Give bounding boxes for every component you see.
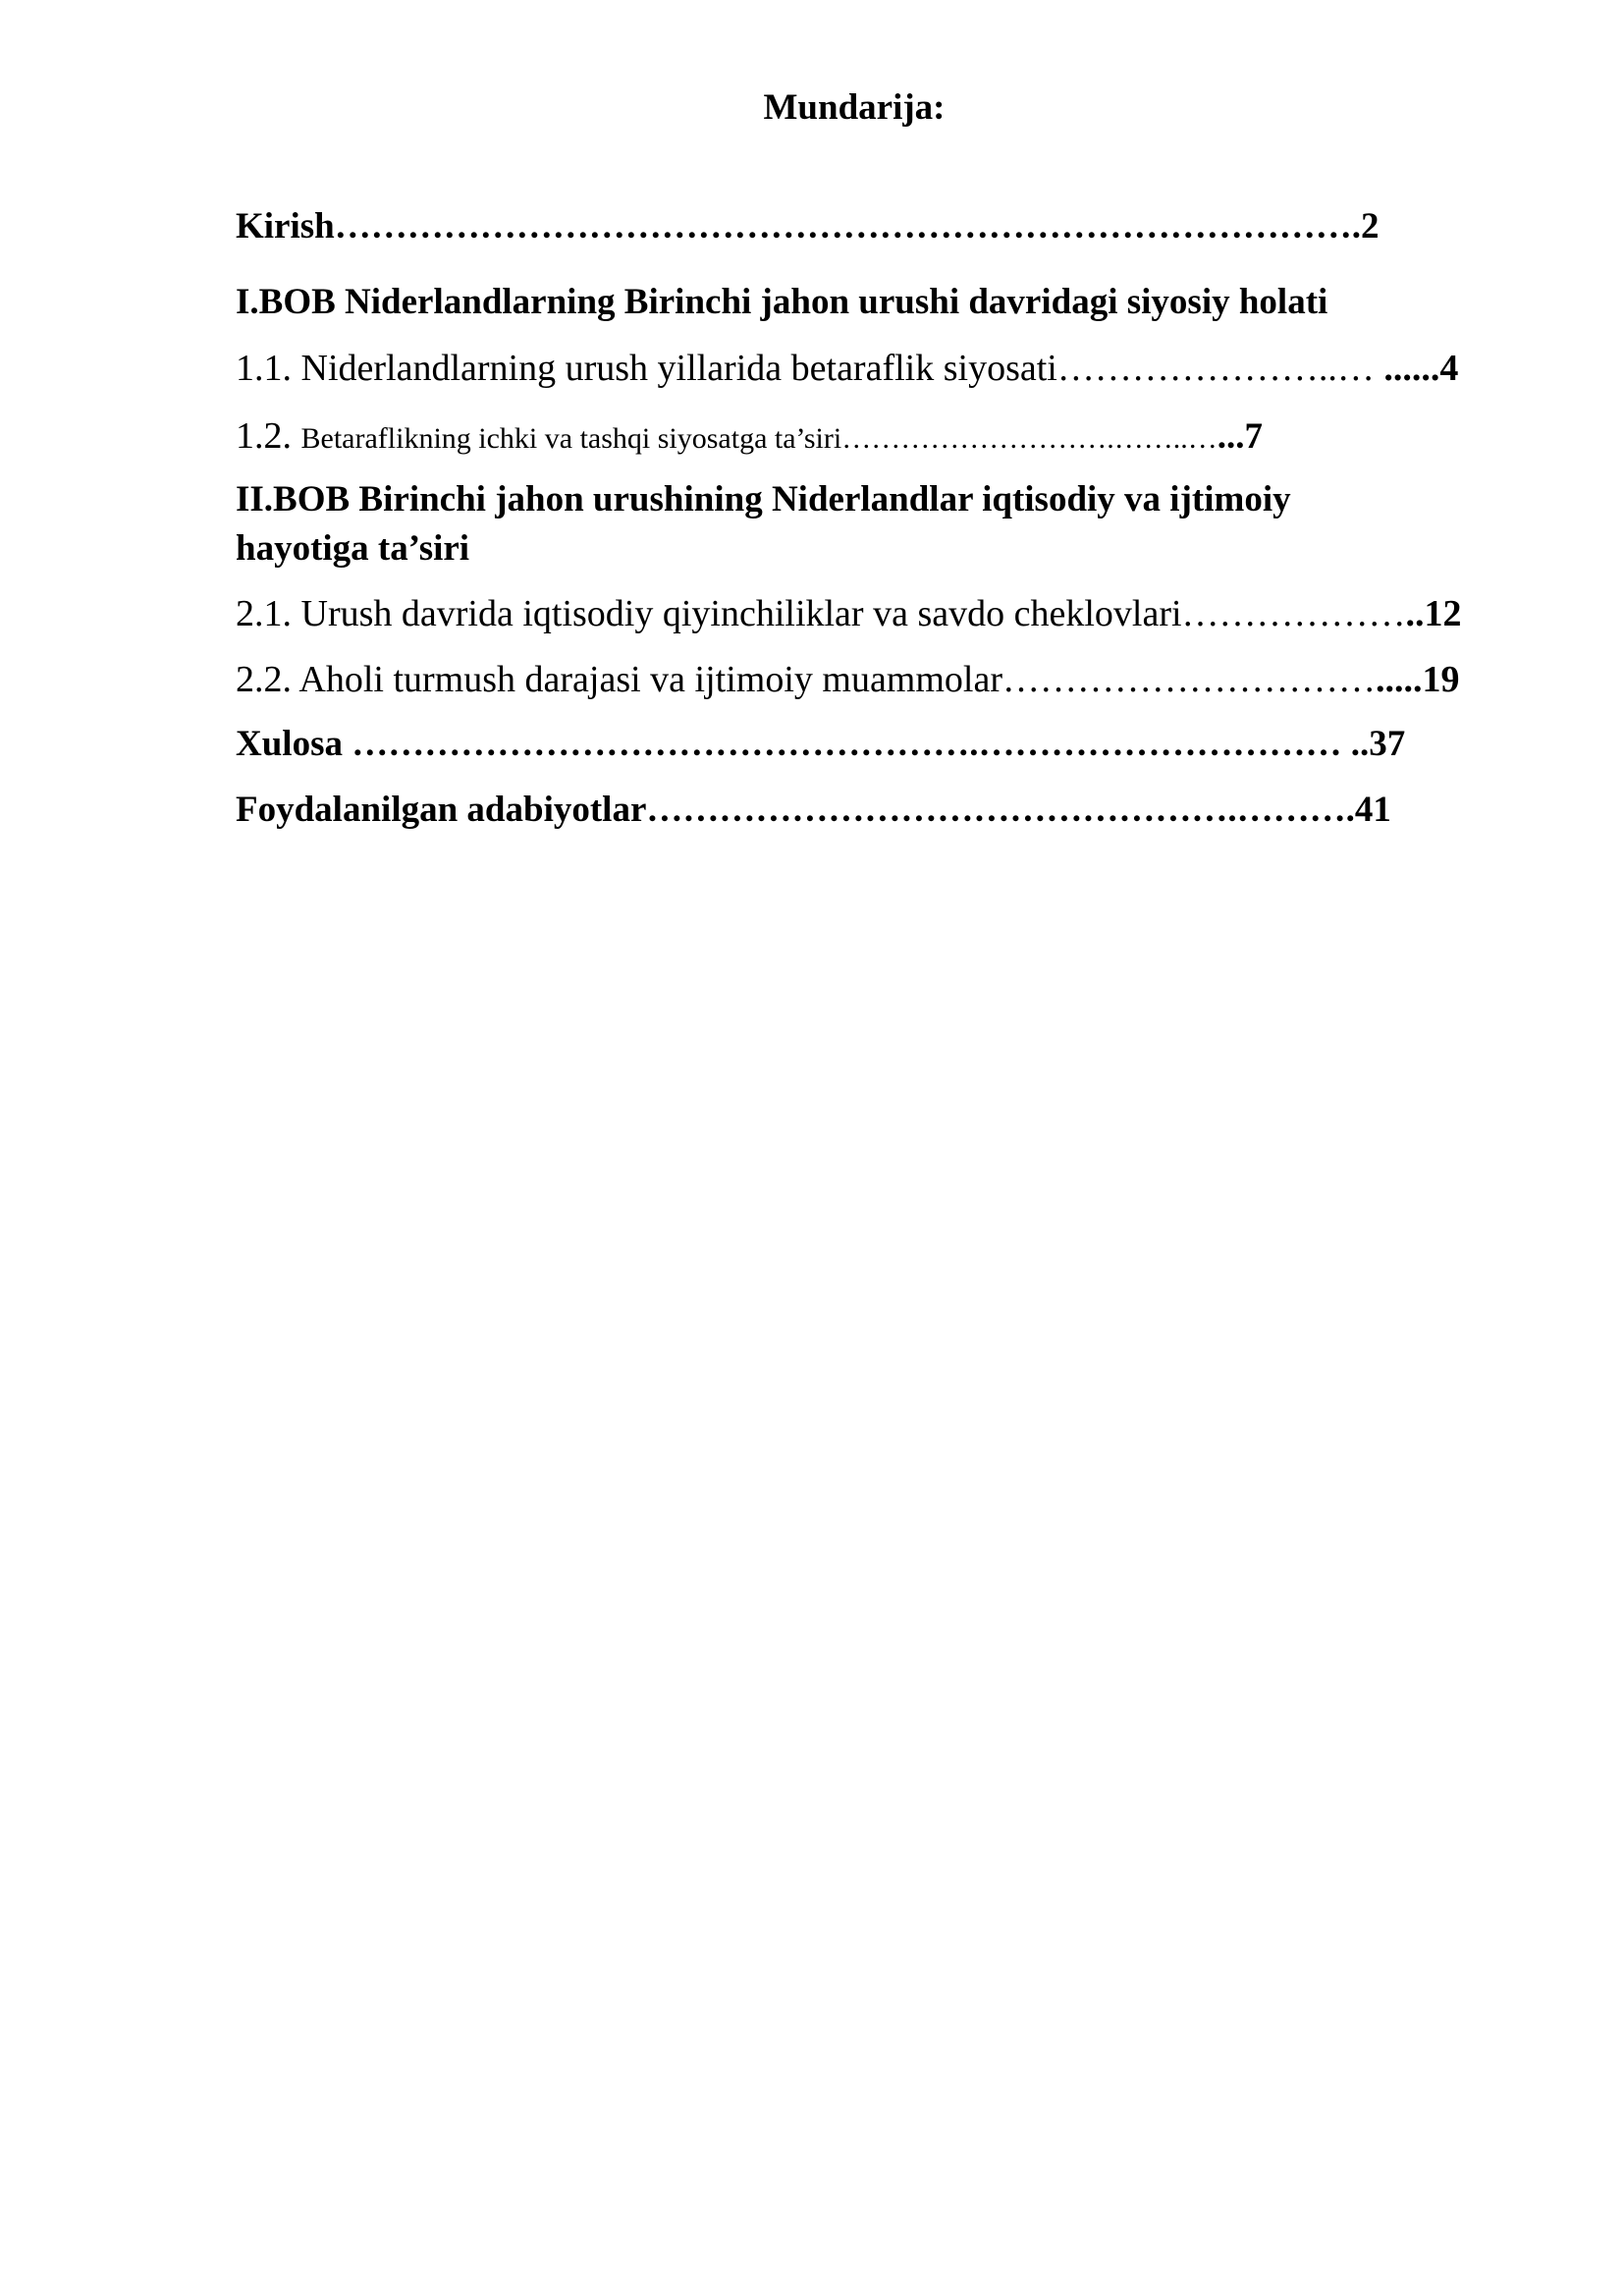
toc-entry-label: 2.2. Aholi turmush darajasi va ijtimoiy muammolar: [236, 659, 1003, 700]
toc-entry-number: 1.2.: [236, 415, 301, 457]
toc-page-number: .41: [1345, 790, 1391, 830]
toc-entry-1-1: [236, 346, 1502, 391]
toc-leader-dots: …………………………: [1002, 659, 1377, 700]
toc-page-number: ...7: [1217, 416, 1263, 457]
toc-leader-dots: ………………………………………………………………………….: [334, 206, 1361, 246]
toc-chapter-1-heading: [236, 281, 1502, 324]
toc-entry-2-2: [236, 657, 1502, 702]
toc-entry-label: 2.1. Urush davrida iqtisodiy qiyinchiliklar va savdo cheklovlari: [236, 593, 1182, 634]
toc-entry-label: 1.1. Niderlandlarning urush yillarida betaraflik siyosati: [236, 348, 1057, 389]
toc-page-number: .....19: [1376, 659, 1460, 700]
toc-leader-dots: …………………………………………….…………………………: [352, 724, 1342, 764]
toc-entry-xulosa: [236, 723, 1502, 766]
toc-chapter-label: I.BOB Niderlandlarning Birinchi jahon urushi davridagi siyosiy holati: [236, 282, 1328, 322]
toc-leader-dots: ……………………….……..…: [841, 422, 1218, 455]
toc-leader-dots: …………………..…: [1056, 348, 1375, 389]
toc-entry-2-1: [236, 591, 1502, 636]
toc-entry-kirish: [236, 205, 1502, 248]
toc-page-number: ..12: [1405, 593, 1462, 634]
toc-page-number: ..37: [1341, 724, 1406, 764]
toc-entry-references: [236, 789, 1502, 832]
toc-entry-label: Foydalanilgan adabiyotlar: [236, 790, 647, 830]
toc-page-number: ......4: [1374, 348, 1459, 389]
toc-entry-1-2: [236, 414, 1502, 461]
toc-chapter-2-heading: [236, 475, 1394, 574]
toc-entry-label: Xulosa: [236, 724, 352, 764]
toc-page-number: 2: [1361, 206, 1380, 246]
toc-leader-dots: ………………: [1181, 593, 1406, 634]
toc-leader-dots: ………………………………………….………: [646, 790, 1346, 830]
toc-chapter-label: II.BOB Birinchi jahon urushining Niderlandlar iqtisodiy va ijtimoiy hayotiga ta’siri: [236, 479, 1291, 569]
page-title: Mundarija:: [763, 87, 946, 128]
toc-entry-label: Betaraflikning ichki va tashqi siyosatga ta’siri: [300, 422, 842, 455]
toc-entry-label: Kirish: [236, 206, 335, 246]
